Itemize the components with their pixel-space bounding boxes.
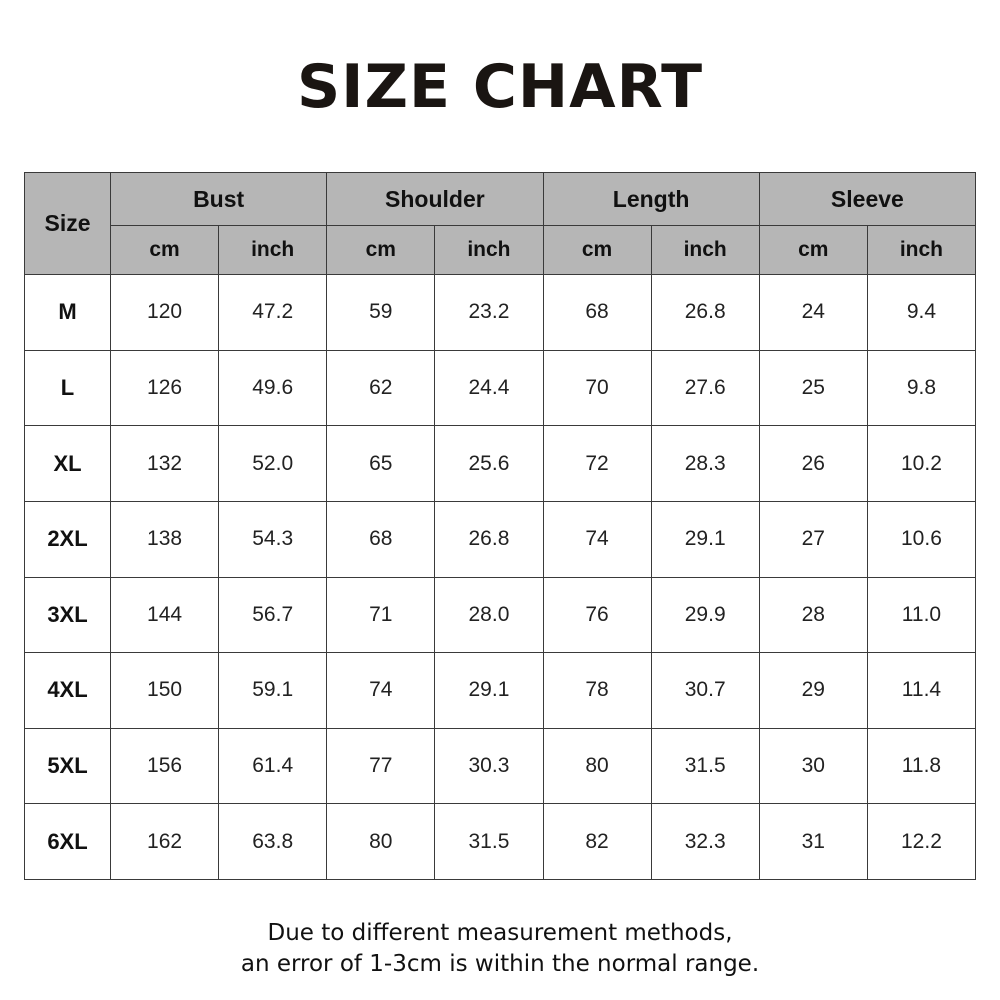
table-cell: 74 <box>543 501 651 577</box>
table-cell: 82 <box>543 804 651 880</box>
table-cell: 30 <box>759 728 867 804</box>
table-cell: 26.8 <box>435 501 543 577</box>
table-row <box>25 426 976 502</box>
size-chart-table <box>24 172 976 880</box>
table-row <box>25 275 976 351</box>
table-cell: 68 <box>543 275 651 351</box>
table-cell: 62 <box>327 350 435 426</box>
table-cell: 28 <box>759 577 867 653</box>
table-cell: 132 <box>111 426 219 502</box>
table-cell: 27.6 <box>651 350 759 426</box>
table-cell: 80 <box>327 804 435 880</box>
table-row <box>25 728 976 804</box>
table-cell: 30.7 <box>651 653 759 729</box>
header-length: Length <box>543 173 759 226</box>
table-cell: 29.1 <box>435 653 543 729</box>
table-cell: 150 <box>111 653 219 729</box>
table-cell: 24 <box>759 275 867 351</box>
table-cell: 138 <box>111 501 219 577</box>
size-label: L <box>25 350 111 426</box>
table-cell: 65 <box>327 426 435 502</box>
table-cell: 30.3 <box>435 728 543 804</box>
table-cell: 74 <box>327 653 435 729</box>
table-cell: 29 <box>759 653 867 729</box>
table-cell: 26 <box>759 426 867 502</box>
table-cell: 78 <box>543 653 651 729</box>
size-label: XL <box>25 426 111 502</box>
table-cell: 59.1 <box>219 653 327 729</box>
table-cell: 10.6 <box>867 501 975 577</box>
table-cell: 25.6 <box>435 426 543 502</box>
table-cell: 80 <box>543 728 651 804</box>
table-cell: 24.4 <box>435 350 543 426</box>
size-label: 3XL <box>25 577 111 653</box>
header-unit: cm <box>543 226 651 275</box>
table-cell: 76 <box>543 577 651 653</box>
table-cell: 59 <box>327 275 435 351</box>
header-bust: Bust <box>111 173 327 226</box>
table-cell: 9.8 <box>867 350 975 426</box>
table-body <box>25 275 976 880</box>
table-cell: 71 <box>327 577 435 653</box>
table-cell: 120 <box>111 275 219 351</box>
table-cell: 126 <box>111 350 219 426</box>
header-unit: inch <box>651 226 759 275</box>
size-label: M <box>25 275 111 351</box>
table-cell: 23.2 <box>435 275 543 351</box>
table-cell: 144 <box>111 577 219 653</box>
table-row <box>25 577 976 653</box>
size-label: 2XL <box>25 501 111 577</box>
table-cell: 68 <box>327 501 435 577</box>
table-cell: 26.8 <box>651 275 759 351</box>
table-cell: 47.2 <box>219 275 327 351</box>
table-cell: 29.1 <box>651 501 759 577</box>
table-row <box>25 501 976 577</box>
table-cell: 52.0 <box>219 426 327 502</box>
table-cell: 156 <box>111 728 219 804</box>
table-cell: 25 <box>759 350 867 426</box>
table-cell: 32.3 <box>651 804 759 880</box>
table-cell: 12.2 <box>867 804 975 880</box>
table-cell: 63.8 <box>219 804 327 880</box>
table-cell: 28.0 <box>435 577 543 653</box>
size-label: 6XL <box>25 804 111 880</box>
footnote-line-2: an error of 1-3cm is within the normal range. <box>240 951 760 977</box>
table-cell: 29.9 <box>651 577 759 653</box>
table-cell: 31.5 <box>651 728 759 804</box>
table-row <box>25 804 976 880</box>
table-cell: 10.2 <box>867 426 975 502</box>
table-row <box>25 350 976 426</box>
table-cell: 31 <box>759 804 867 880</box>
page-title: SIZE CHART <box>296 52 704 122</box>
header-size: Size <box>25 173 111 275</box>
table-cell: 162 <box>111 804 219 880</box>
size-label: 4XL <box>25 653 111 729</box>
table-cell: 27 <box>759 501 867 577</box>
table-cell: 28.3 <box>651 426 759 502</box>
table-cell: 54.3 <box>219 501 327 577</box>
table-cell: 9.4 <box>867 275 975 351</box>
table-header-row-groups <box>25 173 976 226</box>
table-cell: 11.0 <box>867 577 975 653</box>
header-unit: cm <box>759 226 867 275</box>
header-shoulder: Shoulder <box>327 173 543 226</box>
header-unit: cm <box>111 226 219 275</box>
table-cell: 77 <box>327 728 435 804</box>
table-cell: 72 <box>543 426 651 502</box>
footnote-line-1: Due to different measurement methods, <box>267 920 733 946</box>
header-unit: cm <box>327 226 435 275</box>
table-row <box>25 653 976 729</box>
header-unit: inch <box>219 226 327 275</box>
table-cell: 70 <box>543 350 651 426</box>
table-cell: 31.5 <box>435 804 543 880</box>
table-cell: 11.8 <box>867 728 975 804</box>
measurement-footnote <box>0 918 1000 980</box>
table-cell: 61.4 <box>219 728 327 804</box>
header-sleeve: Sleeve <box>759 173 975 226</box>
table-cell: 56.7 <box>219 577 327 653</box>
table-cell: 11.4 <box>867 653 975 729</box>
table-header-row-units <box>25 226 976 275</box>
size-label: 5XL <box>25 728 111 804</box>
header-unit: inch <box>435 226 543 275</box>
table-cell: 49.6 <box>219 350 327 426</box>
header-unit: inch <box>867 226 975 275</box>
